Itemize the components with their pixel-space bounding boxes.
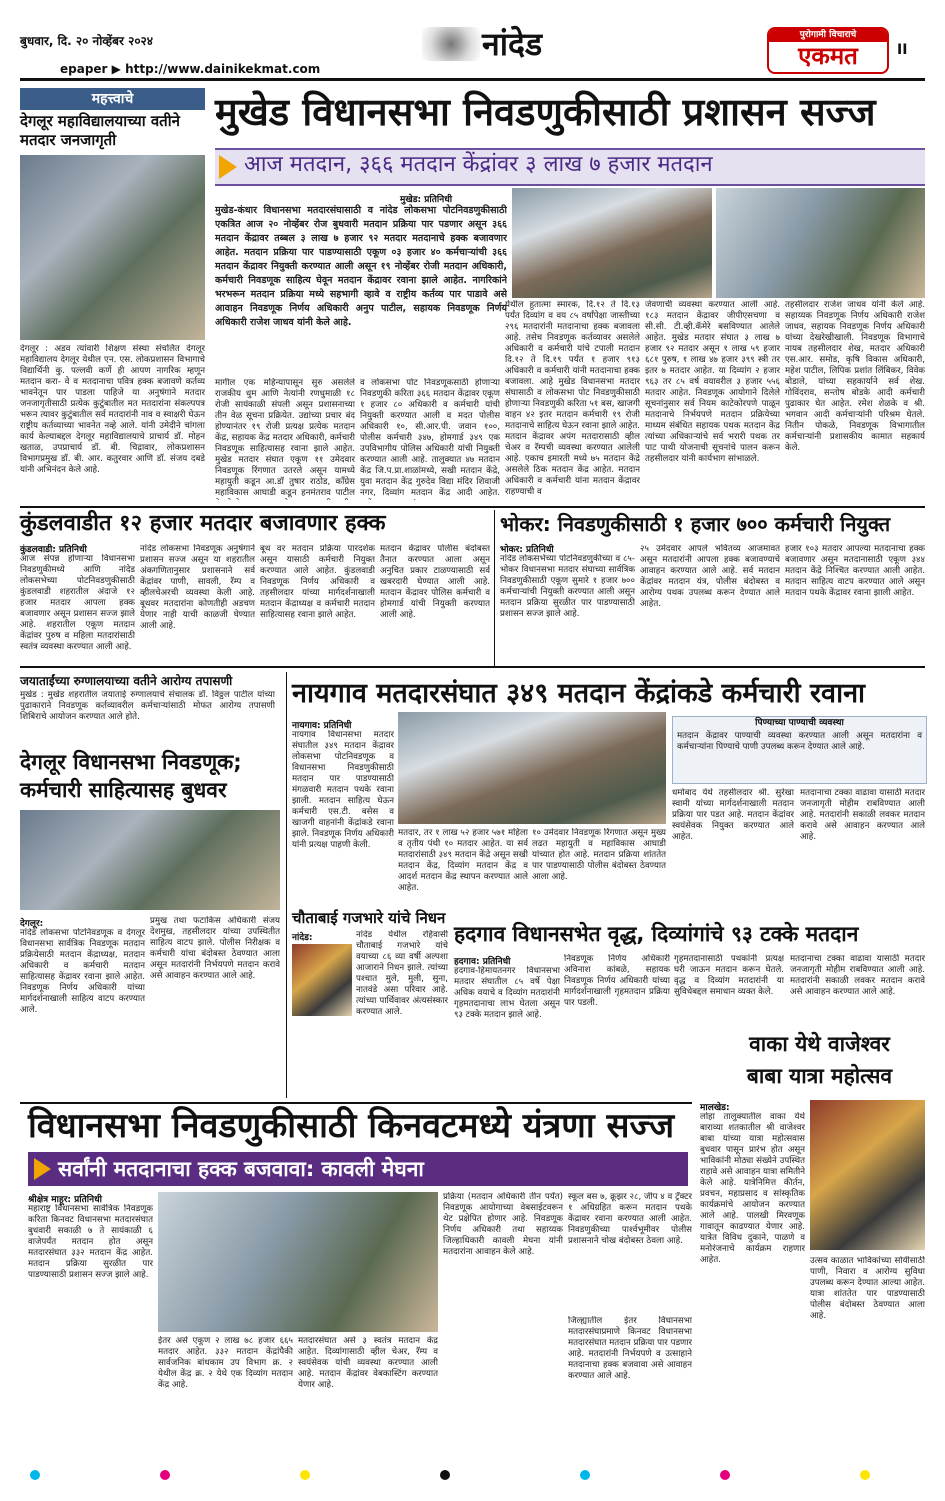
hadgaon-dateline: हदगाव: प्रतिनिधी (454, 957, 511, 967)
epaper-label: epaper (60, 62, 108, 76)
lead-col-4: जेवणाची व्यवस्था करण्यात आली आहे. १८३ मतदान केंद्रावर जीपीएसचणा व सी.सी. टी.व्ही.कॅमेरे बसविण्यात आलेले आहेत. मुखेड मतदार संघात ३ लाख ७ हजार ९२ मतदार असून १ लाख ५९ हजार ६८१ पुरुष, १ लाख ४७ हजार ३९९ स्त्री तर इतर ७ मतदार आहेत. या दिव्यांग २ हजार ९६३ तर ८५ वर्ष वयावरील ३ हजार ५५६ मतदार आहेत. निवडणूक आयोगाने दिलेले सूचनांनुसार सर्व नियम काटेकोरपणे पाळून मतदानाचे निर्भयपणे मतदान प्रक्रियेच्या माध्यम संबंधित सहायक पथक मतदान केंद्र त्यांच्या अधिकाऱ्यांचे सर्व भरारी पथक तर पाट पाथी योजनाची सूचनांचे पालन करून तहसीलदार यांनी कार्यभाग सांभाळले. (645, 300, 780, 464)
waka-body-2: उत्सव काळात भाविकांच्या सोयीसाठी पाणी, निवारा व आरोग्य सुविधा उपलब्ध करून देण्यात आल्या आहेत. यात्रा शांततेत पार पाडण्यासाठी पोलीस बंदोबस्त ठेवण्यात आला आहे. (810, 1256, 925, 1321)
arrow-right-icon: ▶ (111, 62, 121, 76)
registration-mark-icon (860, 1470, 870, 1480)
deglur-headline: देगलूर विधानसभा निवडणूक; कर्मचारी साहित्यासह बुधवर (20, 750, 242, 802)
column-rule (286, 672, 287, 1098)
epaper-url[interactable]: http://www.dainikekmat.com (125, 62, 321, 76)
waka-deity-photo (810, 1100, 925, 1250)
water-box-body: मतदान केंद्रावर पाण्याची व्यवस्था करण्यात आली असून मतदारांना व कर्मचाऱ्यांना पिण्याचे पाणी उपलब्ध करून देण्यात आले आहे. (677, 731, 922, 752)
masthead-date: बुधवार, दि. २० नोव्हेंबर २०२४ (20, 34, 154, 48)
obituary-portrait (292, 944, 352, 1016)
naigaon-col-2: मतदार, तर १ लाख ५२ हजार ५७१ महिला व तृतीय पंथी १० मतदार आहेत. या सर्व मतदारांसाठी ३४९ मतदान केंद्रे असून सखी मतदान केंद्र, दिव्यांग मतदान केंद्र व आदर्श मतदान केंद्र स्थापन करण्यात आले आहेत. (398, 828, 528, 893)
waka-dateline: मालखेड: (700, 1103, 730, 1113)
play-triangle-icon (219, 155, 237, 179)
obituary-headline: चौताबाई गजभारे यांचे निधन (292, 909, 446, 927)
lead-col-2: व लोकसभा पोट निवडणूकसाठी होणाऱ्या निवडणुकी करिता ३६६ मतदान केंद्रावर एकूण १ हजार ८० अधिकारी व कर्मचारी यांची नियुक्ती करण्यात आली व मदत पोलीस अधिकारी १०, सी.आर.पी. जवान १००, पोलीस कर्मचारी ३४७, होमगार्ड ३४९ एक उपविभागीय पोलिस अधिकारी यांची नियुक्ती करण्यात आली आहे. तालुक्यात ४७ मतदान केंद्र जि.प.प्रा.शाळांमध्ये, सखी मतदान केंद्रे, युवा मतदान केंद्र गुरुदेव विद्या मंदिर शिवाजी नगर, दिव्यांग मतदान केंद्र आदी आहेत. (360, 378, 500, 498)
deglur-col-2: प्रमुख तथा फटाकिस अधिकारी संजय देशमुख, तहसीलदार यांच्या उपस्थितीत साहित्य वाटप झाले. पोलीस निरीक्षक व कर्मचारी यांचा बंदोबस्त ठेवण्यात आला असून मतदारांनी निर्भयपणे मतदान करावे असे आवाहन करण्यात आले आहे. (150, 916, 280, 981)
lead-col-1: मागील एक महिन्यापासून सुरु असलेले राजकीय धुम आणि नेत्यांनी रणधुमाळी १८ रोजी सायंकाळी संपली असून प्रशासनाच्या तीन वेळ सूचना प्रक्रियेत. उद्यांच्या प्रचार बंद होण्यानंतर १९ रोजी प्रत्यक्ष प्रत्येक मतदान केंद्र, सहायक केंद्र मतदार अधिकारी, कर्मचारी निवडणूक साहित्यासह रवाना झाले आहेत. मुखेड मतदार संघात एकूण ११ उमेदवार निवडणूक रिंगणात उतरले असून यामध्ये महायुती कडून आ.डॉ तुषार राठोड, काँग्रेस महाविकास आघाडी कडून हनमंतराव पाटील (215, 378, 355, 498)
deglur-dateline: देगलूर: (20, 919, 44, 929)
kinwat-subhead: सर्वांनी मतदानाचा हक्क बजवावा: कावली मेघना (58, 1157, 424, 1181)
sidebar-tag: महत्त्वाचे (20, 88, 205, 110)
water-box (672, 716, 927, 784)
obituary-body: नांदेड येथील रहिवासी चौताबाई गजभारे यांचे वयाच्या ८६ व्या वर्षी अल्पशा आजाराने निधन झाले. त्यांच्या पश्चात मुले, मुली, सुना, नातवंडे असा परिवार आहे. त्यांच्या पार्थिवावर अंत्यसंस्कार करण्यात आले. (356, 930, 448, 1017)
kundalwadi-dateline: कुंडलवाडी: प्रतिनिधी (20, 545, 87, 555)
naigaon-col-4: धर्माबाद येथे तहसीलदार श्री. सुरेखा स्वामी यांच्या मार्गदर्शनाखाली मतदान प्रक्रिया पार पडत आहे. मतदान केंद्रांवर स्वयंसेवक नियुक्त करण्यात आले आहेत. (672, 788, 794, 842)
hadgaon-sidebar-text: मतदानाचा टक्का वाढावा यासाठी मतदार जनजागृती मोहीम राबविण्यात आली आहे. मतदारांनी सकाळी लवकर मतदान करावे असे आवाहन करण्यात आले आहे. (790, 954, 925, 997)
masthead-section-title: नांदेड (482, 25, 543, 63)
play-triangle-icon (34, 1158, 51, 1180)
hadgaon-headline: हदगाव विधानसभेत वृद्ध, दिव्यांगांचे ९३ टक्के मतदान (454, 922, 859, 946)
kinwat-col-1: महाराष्ट्र विधानसभा सार्वत्रिक निवडणूक करिता किनवट विधानसभा मतदारसंघात बुधवारी सकाळी ७ ते सायंकाळी ६ वाजेपर्यंत मतदान होत असून मतदारसंघात ३३२ मतदान केंद्र आहेत. मतदान प्रक्रिया सुरळीत पार पाडण्यासाठी प्रशासन सज्ज झाले आहे. (28, 1204, 153, 1280)
masthead-rule (20, 78, 925, 81)
section-divider (20, 506, 925, 508)
naigaon-headline: नायगाव मतदारसंघात ३४९ मतदान केंद्रांकडे कर्मचारी रवाना (292, 678, 866, 709)
kundalwadi-col-2: नांदेड लोकसभा निवडणूक अनुषंगाने प्रशासन सज्ज असून या शहरातील अंकगणितानुसार प्रशासनाने सर्व केंद्रांवर पाणी, सावली, रॅम्प व व्हीलचेअरची व्यवस्था केली आहे. बूथवर मतदारांना कोणतीही अडचण येणार नाही याची काळजी घेण्यात आली आहे. (140, 544, 255, 631)
masthead-epaper (60, 62, 320, 76)
page-number: II (897, 42, 908, 58)
bhokar-col-2: २५ उमेदवार आपले भवितव्य आजमावत असून मतदारांनी आपला हक्क बजावण्याचे आवाहन करण्यात आले आहे. सर्व मतदान केंद्रांवर मतदान यंत्र, पोलीस बंदोबस्त व आरोग्य पथक उपलब्ध करून देण्यात आले आहेत. (640, 544, 780, 609)
lead-col-3: येथील हुतात्मा स्मारक, दि.१२ ते दि.१३ पर्यंत दिव्यांग व वय ८५ वर्षांपेक्षा जास्तीच्या २९६ मतदारांनी मतदानाचा हक्क बजावला आहे. तसेच निवडणूक कर्तव्यावर असलेले अधिकारी व कर्मचारी यांचे टपाली मतदान दि.१२ ते दि.१९ पर्यंत १ हजार ९१३ अधिकारी व कर्मचारी यांनी मतदानाचा हक्क बजावला. आहे मुखेड विधानसभा मतदार संघासाठी व लोकसभा पोट निवडणुकीसाठी होणाऱ्या निवडणुकी करिता ५१ बस, खाजगी वाहन ४२ इतर मतदान कर्मचारी १९ रोजी मतदानाचे साहित्य घेऊन रवाना झाले आहेत. मतदान केंद्रावर अपंग मतदारासाठी व्हील चेअर व रॅम्पची व्यवस्था करण्यात आलेली आहे. एकाच इमारती मध्ये ७५ मतदान केंद्रे असलेले ठिक मतदान केंद्र आहेत. मतदान अधिकारी व कर्मचारी यांना मतदान केंद्रावर राहण्याची व (505, 300, 640, 497)
waka-headline-1: वाका येथे वाजेश्वर (749, 1032, 890, 1056)
bhokar-col-3: हजार १०३ मतदार आपल्या मतदानाचा हक्क बजावणार असून मतदानासाठी एकूण ३४४ मतदान केंद्रे निश्चित करण्यात आली आहेत. मतदान साहित्य वाटप करण्यात आले असून मतदान पथके केंद्रावर रवाना झाली आहेत. (785, 544, 925, 598)
registration-mark-icon (300, 1470, 310, 1480)
column-rule (494, 510, 495, 666)
waka-headline-2: बाबा यात्रा महोत्सव (746, 1064, 893, 1088)
obituary-dateline: नांदेड: (292, 933, 313, 943)
kundalwadi-col-3: बूथ वर मतदान प्रक्रिया पारदर्शक असून यासाठी कर्मचारी नियुक्त करण्यात आले आहेत. कुंडलवाडी निवडणूक निर्णय अधिकारी व तहसीलदार यांच्या मार्गदर्शनाखाली मतदान केंद्राध्यक्ष व कर्मचारी मतदान साहित्यासह रवाना झाले आहेत. (260, 544, 375, 620)
registration-mark-icon (30, 1470, 40, 1480)
naigaon-photo (398, 712, 666, 824)
brand-tagline: पुरोगामी विचाराचे (769, 29, 887, 42)
kinwat-photo (158, 1192, 438, 1332)
bhokar-headline: भोकर: निवडणुकीसाठी १ हजार ७०० कर्मचारी नियुक्त (500, 512, 891, 536)
hadgaon-col-2: निवडणूक निर्णय अधिकारी अविनाश कांबळे, सहायक निवडणूक निर्णय अधिकारी यांच्या मार्गदर्शनाखाली गृहमतदान प्रक्रिया पार पडली. (564, 954, 670, 1008)
sidebar-photo (20, 155, 205, 340)
lead-col-5: तहसीलदार राजेश जाधव यांनी केले आहे. सहाय्यक निवडणूक निर्णय अधिकारी राजेश जाधव, सहायक निवडणूक निर्णय अधिकारी यांच्या देखरेखीखाली. निवडणूक विभागाचे नायब तहसीलदार शेख, मतदार अधिकारी एस.आर. समोड, कृषि विकास अधिकारी, महेश पाटील, लिपिक प्रशांत लिंबिकर, विवेक बोडाले, यांच्या सहकार्याने सर्व शेख. गोविंदराव, सन्तोष बोडके आदी कर्मचारी पुढाकार घेत आहेत. रमेश शेळके व श्री. भगवान आदी कर्मचाऱ्यांनी परिश्रम घेतले. नितीन पोकळे, निवडणूक विभागातील कर्मचाऱ्यांनी प्रशासकीय कामात सहकार्य केले. (785, 300, 925, 453)
kinwat-col-6: जिल्ह्यातील ईतर विधानसभा मतदारसंघाप्रमाणे किनवट विधानसभा मतदारसंघात मतदान प्रक्रिया पार पडणार आहे. मतदारांनी निर्भयपणे व उत्साहाने मतदानाचा हक्क बजवावा असे आवाहन करण्यात आले आहे. (568, 1316, 692, 1381)
lead-photo-1 (512, 188, 712, 298)
kundalwadi-col-4: मतदान केंद्रावर पोलीस बंदोबस्त तैनात करण्यात आला असून अनुचित प्रकार टाळण्यासाठी सर्व खबरदारी घेण्यात आली आहे. मतदान केंद्रावर पोलिस कर्मचारी व होमगार्ड यांची नियुक्ती करण्यात आली आहे. (380, 544, 490, 620)
lead-headline: मुखेड विधानसभा निवडणुकीसाठी प्रशासन सज्ज (215, 90, 876, 134)
health-headline: जयाताईंच्या रुग्णालयाच्या वतीने आरोग्य तपासणी (20, 674, 233, 688)
registration-mark-icon (160, 1470, 170, 1480)
sidebar-headline: देगलूर महाविद्यालयाच्या वतीने मतदार जनजागृती (20, 112, 180, 149)
brand-name: एकमत (798, 42, 858, 70)
lead-intro: मुखेड-कंधार विधानसभा मतदारसंघासाठी व नांदेड लोकसभा पोटनिवडणुकीसाठी एकत्रित आज २० नोव्हेंबर रोज बुधवारी मतदान प्रक्रिया पार पडणार असून ३६६ मतदान केंद्रावर तब्बल ३ लाख ७ हजार ९२ मतदार मतदानाचे हक्क बजावणार आहेत. मतदान प्रक्रिया पार पाडण्यासाठी एकूण ०३ हजार ४० कर्मचाऱ्यांची ३६६ मतदान केंद्रावर नियुक्ती करण्यात आली असून १९ नोव्हेंबर रोजी मतदान अधिकारी, कर्मचारी निवडणूक साहित्य घेवून मतदान केंद्रावर रवाना झाले आहेत. नागरिकांने भरभरून मतदान प्रक्रिया मध्ये सहभागी व्हावे व राष्ट्रीय कर्तव्य पार पाडावे असे आवाहन निवडणूक निर्णय अधिकारी अनुप पाटील, सहायक निवडणूक निर्णय अधिकारी राजेश जाधव यांनी केले आहे. (215, 205, 507, 328)
kinwat-headline: विधानसभा निवडणुकीसाठी किनवटमध्ये यंत्रणा सज्ज (28, 1106, 675, 1146)
lead-subhead: आज मतदान, ३६६ मतदान केंद्रांवर ३ लाख ७ हजार मतदान (244, 152, 713, 177)
naigaon-col-5: मतदानाचा टक्का वाढावा यासाठी मतदार जनजागृती मोहीम राबविण्यात आली आहे. मतदारांनी सकाळी लवकर मतदान करावे असे आवाहन करण्यात आले आहे. (800, 788, 925, 842)
brand-logo (767, 27, 889, 74)
kinwat-dateline: श्रीक्षेत्र माहूर: प्रतिनिधी (28, 1195, 102, 1205)
kundalwadi-col-1: आज संपन्न होणाऱ्या विधानसभा निवडणुकीमध्ये आणि नांदेड लोकसभेच्या पोटनिवडणुकीसाठी कुंडलवाडी शहरातील अंदाजे १२ हजार मतदार आपला हक्क बजावणार असून प्रशासन सज्ज झाले आहे. शहरातील एकूण मतदान केंद्रांवर पुरुष व महिला मतदारांसाठी स्वतंत्र व्यवस्था करण्यात आली आहे. (20, 554, 135, 652)
registration-mark-icon (580, 1470, 590, 1480)
kinwat-col-2: ईतर असे एकूण २ लाख ७८ हजार ६६५ मतदार आहेत. ३३२ मतदान केंद्रांपैकी सार्वजनिक बांधकाम उप विभाग क्र. २ येथील केंद्र क्र. २ येथे एक दिव्यांग मतदान केंद्र आहे. (158, 1336, 293, 1390)
section-divider (20, 666, 925, 668)
kinwat-col-5: स्कूल बस ७, क्रूझर २८, जीप ४ व ट्रॅक्टर १ अधिग्रहित करून मतदान पथके केंद्रावर रवाना करण्यात आली आहेत. निवडणुकीच्या पार्श्वभूमीवर पोलीस प्रशासनाने चोख बंदोबस्त ठेवला आहे. (568, 1192, 692, 1246)
waka-body: लोहा तालुक्यातील वाका येथे बाराव्या शतकातील श्री वाजेश्वर बाबा यांच्या यात्रा महोत्सवास बुधवार पासून प्रारंभ होत असून भाविकांनी मोठ्या संख्येने उपस्थित राहावे असे आवाहन यात्रा समितीने केले आहे. यात्रेनिमित्त कीर्तन, प्रवचन, महाप्रसाद व सांस्कृतिक कार्यक्रमांचे आयोजन करण्यात आले आहे. पालखी मिरवणूक गावातून काढण्यात येणार आहे. यात्रेत विविध दुकाने, पाळणे व मनोरंजनाचे कार्यक्रम राहणार आहेत. (700, 1112, 805, 1265)
sidebar-body: देगलूर : अडव त्यांवारी शिक्षण संस्था संचलित देगलूर महाविद्यालय देगलूर येथील एन. एस. लोकप्रशासन विभागाचे विद्यार्थिनी कु. पल्लवी कर्णे ही आपण नागरिक म्हणून मतदान करा- वे व मतदानाचा पवित्र हक्क बजावणे कर्तव्य भावनेतून पार पाडला पाहिजे या अनुषंगाने मतदार जनजागृतीसाठी प्रत्येक कुटुंबातील मत मतदारांना संकल्पपत्र भरून त्यावर कुटुंबातील सर्व मतदारांनी नाव व स्वाक्षरी घेऊन राष्ट्रीय कर्तव्याच्या भावनेत नव्हे आले. यांनी उमेदीने चांगला कार्य केल्याबद्दल देगलूर महाविद्यालयाचे प्राचार्य डॉ. मोहन खताळ, उपप्राचार्य डॉ. बी. चिद्रावार, लोकप्रशासन विभागप्रमुख डॉ. बी. आर. कतुरवार आणि डॉ. संजय दबडे यांनी अभिनंदन केले आहे. (20, 344, 205, 475)
lead-photo-2 (716, 188, 925, 298)
lead-dateline: मुखेड: प्रतिनिधी (400, 195, 453, 205)
kundalwadi-headline: कुंडलवाडीत १२ हजार मतदार बजावणार हक्क (20, 511, 386, 536)
hadgaon-col-3: गृहमतदानासाठी पथकांनी प्रत्यक्ष घरी जाऊन मतदान करून घेतले. वृद्ध व दिव्यांग मतदारांनी या सुविधेबद्दल समाधान व्यक्त केले. (674, 954, 784, 997)
masthead-emblem-icon (422, 27, 480, 61)
bhokar-dateline: भोकर: प्रतिनिधी (500, 545, 554, 555)
deglur-col-1: नांदेड लोकसभा पोटनिवडणूक व देगलूर विधानसभा सार्वत्रिक निवडणूक मतदान प्रक्रियेसाठी मतदान केंद्राध्यक्ष, मतदान अधिकारी व कर्मचारी मतदान साहित्यासह केंद्रावर रवाना झाले आहेत. निवडणूक निर्णय अधिकारी यांच्या मार्गदर्शनाखाली साहित्य वाटप करण्यात आले. (20, 928, 145, 1015)
registration-mark-icon (720, 1470, 730, 1480)
health-body: मुखेड : मुखेड शहरातील जयाताई रुग्णालयाचे संचालक डॉ. विठ्ठल पाटील यांच्या पुढाकाराने निवडणूक कर्तव्यावरील कर्मचाऱ्यांसाठी मोफत आरोग्य तपासणी शिबिराचे आयोजन करण्यात आले होते. (20, 690, 275, 722)
registration-mark-icon (440, 1470, 450, 1480)
kinwat-col-4: प्रक्रिया (मतदान अधिकारी तीन पर्यंत) निवडणूक आयोगाच्या वेबसाईटवरून थेट प्रक्षेपित होणार आहे. निवडणूक निर्णय अधिकारी तथा सहाय्यक जिल्हाधिकारी कावली मेघना यांनी मतदारांना आवाहन केले आहे. (443, 1192, 563, 1257)
deglur-photo (20, 810, 280, 910)
kinwat-col-3: मतदारसंघात असे ३ स्वतंत्र मतदान केंद्र आहेत. दिव्यांगासाठी व्हील चेअर, रॅम्प व स्वयंसेवक यांची व्यवस्था करण्यात आली आहे. मतदान केंद्रांवर वेबकास्टिंग करण्यात येणार आहे. (298, 1336, 438, 1390)
naigaon-col-1: नायगाव विधानसभा मतदार संघातील ३४९ मतदान केंद्रावर लोकसभा पोटनिवडणूक व विधानसभा निवडणुकीसाठी मतदान पार पाडण्यासाठी मंगळवारी मतदान पथके रवाना झाली. मतदान साहित्य घेऊन कर्मचारी एस.टी. बसेस व खाजगी वाहनांनी केंद्रांकडे रवाना झाले. निवडणूक निर्णय अधिकारी यांनी प्रत्यक्ष पाहणी केली. (292, 730, 394, 850)
water-box-title: पिण्याच्या पाण्याची व्यवस्था (755, 718, 844, 728)
bhokar-col-1: नांदेड लोकसभेच्या पोटनिवडणुकीच्या व ८५-भोकर विधानसभा मतदार संघाच्या सार्वत्रिक निवडणुकीसाठी एकूण सुमारे १ हजार ७०० कर्मचाऱ्यांची नियुक्ती करण्यात आली असून मतदान प्रक्रिया सुरळीत पार पाडण्यासाठी प्रशासन सज्ज झाले आहे. (500, 554, 635, 619)
naigaon-dateline: नायगाव: प्रतिनिधी (292, 721, 352, 731)
naigaon-col-3: १० उमेदवार निवडणूक रिंगणात असून मुख्य लढत महायुती व महाविकास आघाडी यांच्यात होत आहे. मतदान प्रक्रिया शांततेत पार पाडण्यासाठी पोलीस बंदोबस्त ठेवण्यात आला आहे. (532, 828, 666, 882)
hadgaon-col-1: हदगाव-हिमायतनगर विधानसभा मतदार संघातील ८५ वर्षे पेक्षा अधिक वयाचे व दिव्यांग मतदारांनी गृहमतदानाचा लाभ घेतला असून ९३ टक्के मतदान झाले आहे. (454, 966, 560, 1020)
